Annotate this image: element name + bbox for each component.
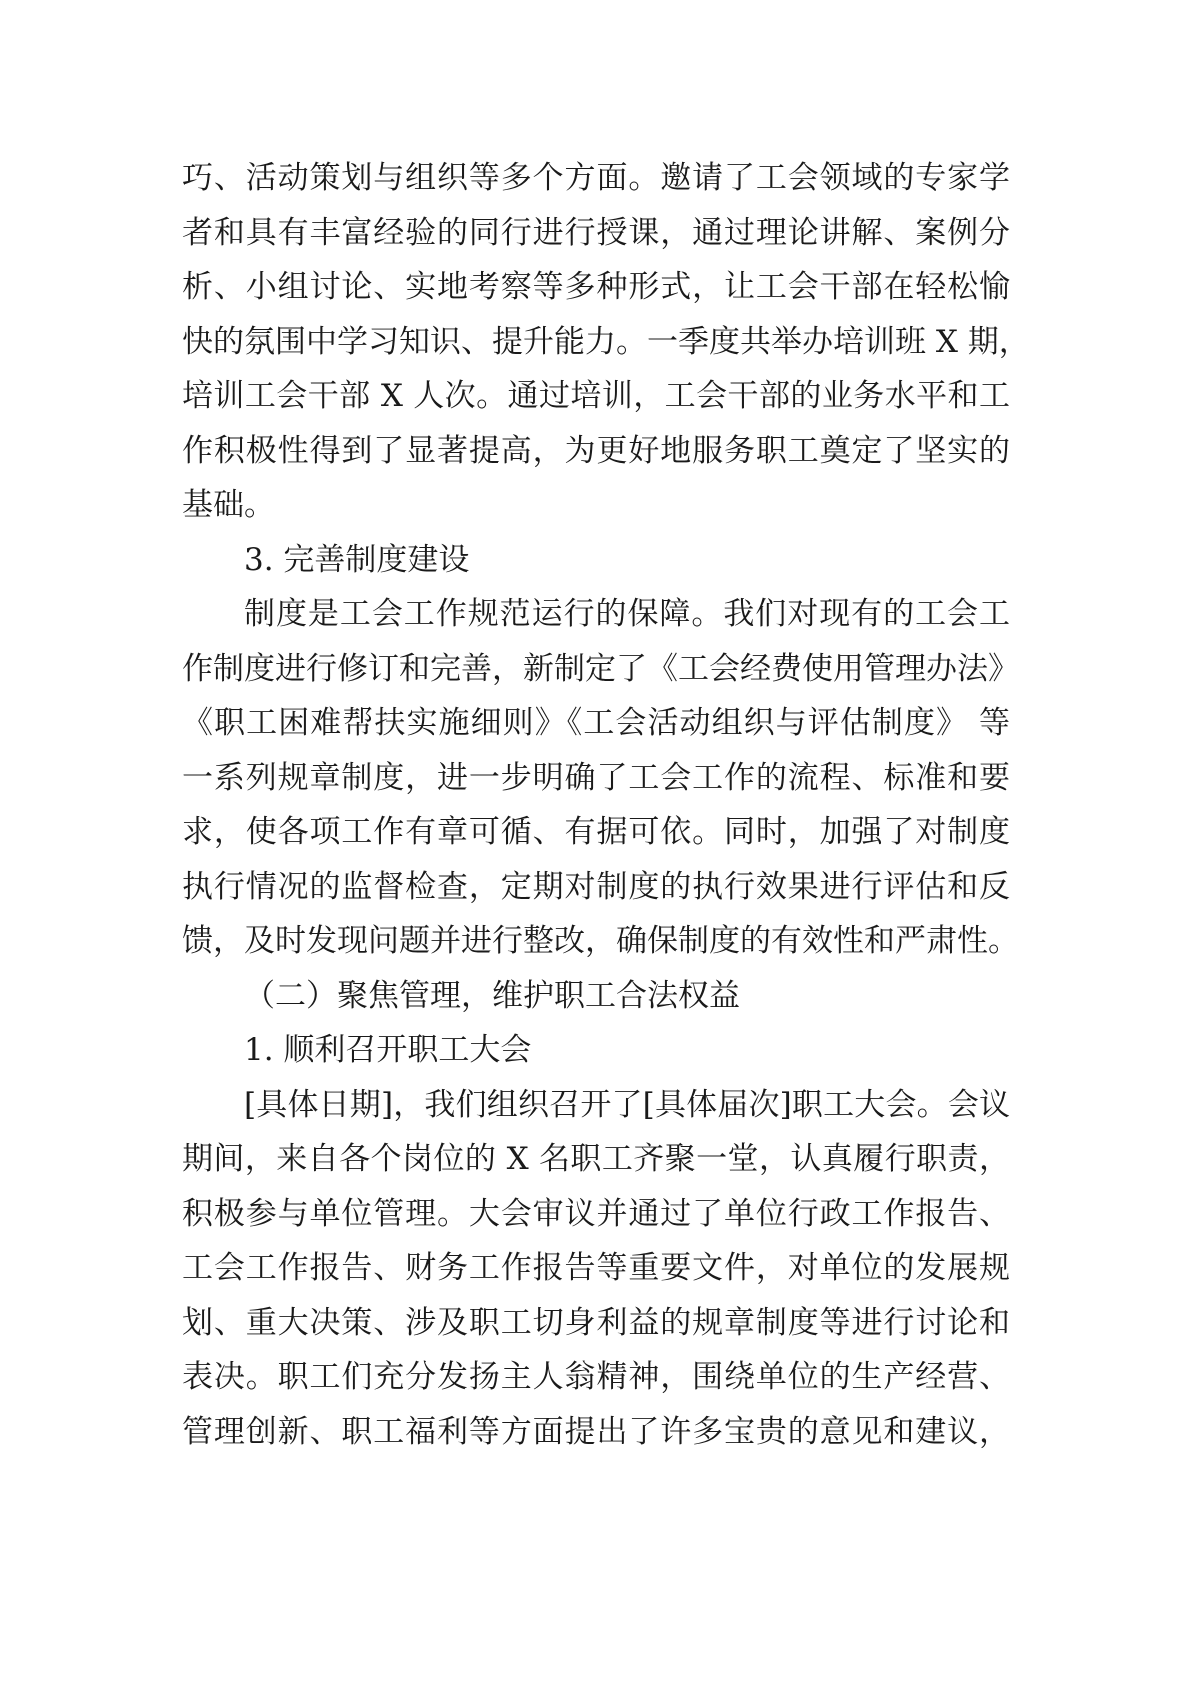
subheading-improve-system: 3. 完善制度建设 [244,541,470,578]
paragraph-line: 工会工作报告、财务工作报告等重要文件，对单位的发展规 [182,1250,1010,1286]
paragraph-line: 《职工困难帮扶实施细则》《工会活动组织与评估制度》 等 [182,705,1010,741]
paragraph-line: 制度是工会工作规范运行的保障。我们对现有的工会工 [244,596,1010,632]
paragraph-line: 执行情况的监督检查，定期对制度的执行效果进行评估和反 [182,868,1010,905]
paragraph-line: 巧、活动策划与组织等多个方面。邀请了工会领域的专家学 [182,160,1010,196]
paragraph-line: 管理创新、职工福利等方面提出了许多宝贵的意见和建议， [182,1413,1010,1450]
paragraph-line: 馈，及时发现问题并进行整改，确保制度的有效性和严肃性。 [182,923,1019,959]
paragraph-line: 析、小组讨论、实地考察等多种形式，让工会干部在轻松愉 [182,269,1010,305]
paragraph-line: 求，使各项工作有章可循、有据可依。同时，加强了对制度 [182,814,1010,850]
subheading-staff-congress: 1. 顺利召开职工大会 [244,1032,532,1068]
paragraph-line: 表决。职工们充分发扬主人翁精神，围绕单位的生产经营、 [182,1359,1010,1395]
paragraph-system [182,587,1019,969]
paragraph-line: 积极参与单位管理。大会审议并通过了单位行政工作报告、 [182,1195,1010,1232]
paragraph-training [182,151,1030,533]
paragraph-line: 基础。 [182,487,275,523]
paragraph-congress [182,1078,1010,1460]
paragraph-line: 快的氛围中学习知识、提升能力。一季度共举办培训班 X 期， [182,323,1030,360]
paragraph-line: [具体日期]，我们组织召开了[具体届次]职工大会。会议 [244,1086,1010,1123]
paragraph-line: 划、重大决策、涉及职工切身利益的规章制度等进行讨论和 [182,1304,1010,1341]
document-body [182,151,1030,1459]
paragraph-line: 作积极性得到了显著提高，为更好地服务职工奠定了坚实的 [182,432,1010,469]
paragraph-line: 期间，来自各个岗位的 X 名职工齐聚一堂，认真履行职责， [182,1141,1010,1177]
section-heading-management: （二）聚焦管理，维护职工合法权益 [244,977,740,1014]
paragraph-line: 作制度进行修订和完善，新制定了《工会经费使用管理办法》 [182,650,1019,687]
paragraph-line: 培训工会干部 X 人次。通过培训，工会干部的业务水平和工 [182,378,1010,414]
paragraph-line: 一系列规章制度，进一步明确了工会工作的流程、标准和要 [182,759,1010,796]
paragraph-line: 者和具有丰富经验的同行进行授课，通过理论讲解、案例分 [182,214,1010,251]
